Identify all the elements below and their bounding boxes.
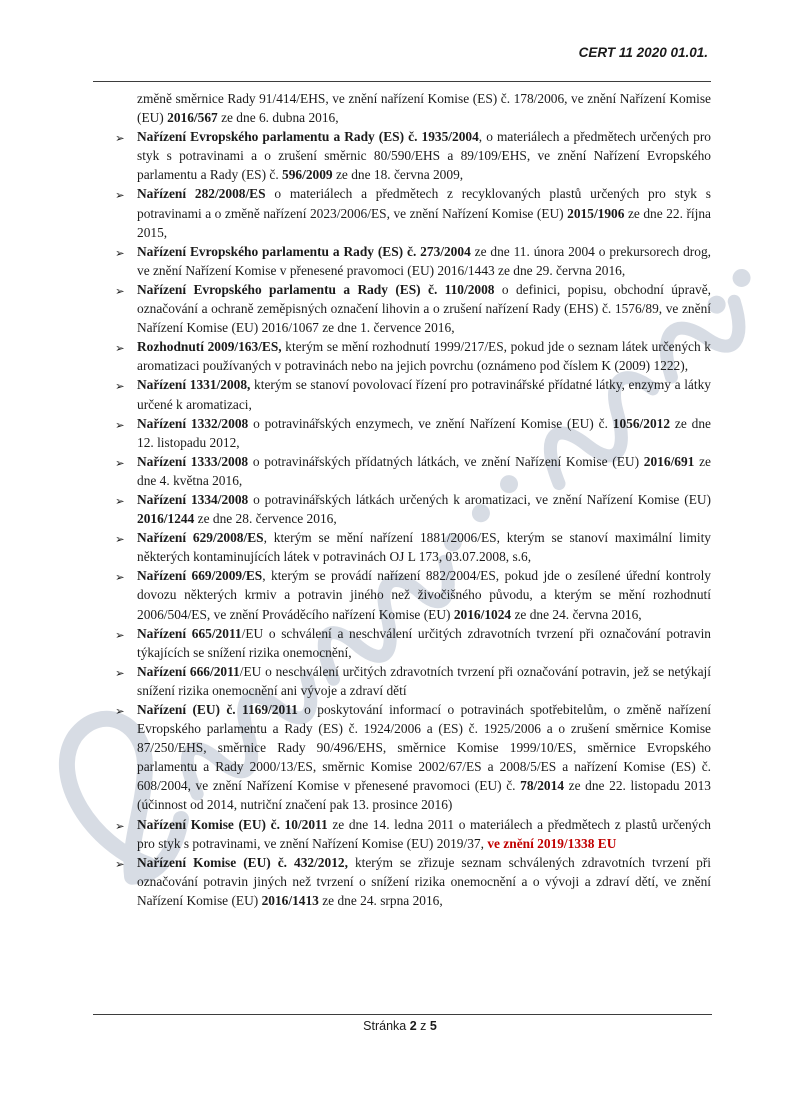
header-rule <box>93 81 711 82</box>
text-segment-bold: Nařízení (EU) č. 1169/2011 <box>137 702 298 717</box>
text-segment-bold: 2016/567 <box>167 110 218 126</box>
text-segment-bold: 1056/2012 <box>612 415 671 431</box>
text-segment-bold: 2016/1413 <box>261 892 319 908</box>
text-segment: ze dne 14. ledna 2011 o materiálech a předmětech z plastů určených pro styk s potravinami, ve znění Nařízení Komise (EU) 2019/37, <box>137 816 711 851</box>
text-segment-bold: Nařízení 669/2009/ES <box>137 568 263 584</box>
regulation-item <box>115 452 711 490</box>
text-segment-bold: 2016/691 <box>643 453 695 469</box>
text-segment: ze dne 18. června 2009, <box>332 167 464 183</box>
text-segment: kterým se zřizuje seznam schválených zdravotních tvrzení při označování potravin jiných než tvrzení o snížení rizika onemocnění a o vývoji a zdraví dětí, ve znění Nařízení Komise (EU) <box>137 854 711 908</box>
regulation-item-text <box>137 339 711 373</box>
footer-page-label <box>0 1019 800 1033</box>
bullet-arrow-icon: ➢ <box>115 341 125 356</box>
regulation-item-text <box>137 855 711 908</box>
regulation-list <box>115 127 711 910</box>
text-segment-bold: Nařízení Evropského parlamentu a Rady (ES) č. 110/2008 <box>137 281 495 297</box>
text-segment: ze dne 22. listopadu 2013 (účinnost od 2014, nutriční značení pak 13. prosince 2016) <box>137 778 711 813</box>
regulation-item-text <box>137 129 711 182</box>
regulation-item-text <box>137 377 711 411</box>
regulation-item <box>115 566 711 623</box>
regulation-item <box>115 815 711 853</box>
regulation-item <box>115 184 711 241</box>
intro-paragraph <box>137 89 711 127</box>
text-segment-bold: Nařízení 1331/2008, <box>137 377 251 393</box>
text-segment: o potravinářských látkách určených k aromatizaci, ve znění Nařízení Komise (EU) <box>248 491 712 507</box>
text-segment: ze dne 28. července 2016, <box>194 511 337 527</box>
text-segment: , o materiálech a předmětech určených pro styk s potravinami a o zrušení směrnic 80/590/EHS a 89/109/EHS, ve znění Nařízení Evropského parlamentu a Rady (ES) č. <box>137 129 711 183</box>
bullet-arrow-icon: ➢ <box>115 245 125 260</box>
text-segment-bold: Nařízení 666/2011 <box>137 663 240 679</box>
bullet-arrow-icon: ➢ <box>115 188 125 203</box>
regulation-item-text <box>137 568 711 621</box>
text-segment-red: ve znění 2019/1338 EU <box>487 835 617 851</box>
bullet-arrow-icon: ➢ <box>115 417 125 432</box>
regulation-item <box>115 490 711 528</box>
regulation-item <box>115 528 711 566</box>
text-segment: ze dne 11. února 2004 o prekursorech drog, ve znění Nařízení Komise v přenesené pravomoci (EU) 2016/1443 ze dne 29. června 2016, <box>137 243 711 278</box>
regulation-item <box>115 337 711 375</box>
text-segment: , kterým se mění nařízení 1881/2006/ES, kterým se stanoví maximální limity některých kontaminujících látek v potravinách OJ L 173, 03.07.2008, s.6, <box>137 530 712 565</box>
regulation-item-text <box>137 702 711 812</box>
text-segment-bold: 5 <box>429 1019 437 1033</box>
regulation-item-text <box>137 664 711 698</box>
text-segment: ze dne 24. června 2016, <box>511 606 642 622</box>
bullet-arrow-icon: ➢ <box>115 283 125 298</box>
bullet-arrow-icon: ➢ <box>115 379 125 394</box>
regulation-item <box>115 624 711 662</box>
bullet-arrow-icon: ➢ <box>115 627 125 642</box>
regulation-item <box>115 127 711 184</box>
footer-rule <box>93 1014 712 1015</box>
regulation-item <box>115 280 711 337</box>
text-segment-bold: 2015/1906 <box>567 205 625 221</box>
regulation-item-text <box>137 492 711 526</box>
bullet-arrow-icon: ➢ <box>115 665 125 680</box>
text-segment: o potravinářských přídatných látkách, ve znění Nařízení Komise (EU) <box>248 453 644 469</box>
page-header-title: CERT 11 2020 01.01. <box>578 45 708 60</box>
text-segment: /EU o neschválení určitých zdravotních tvrzení při označování potravin, jež se netýkají snížení rizika onemocnění ani vývoje a zdraví dětí <box>137 663 711 698</box>
text-segment: z <box>416 1019 430 1033</box>
regulation-item-text <box>137 186 711 239</box>
text-segment-bold: Rozhodnutí 2009/163/ES, <box>137 339 282 355</box>
text-segment: kterým se stanoví povolovací řízení pro potravinářské přídatné látky, enzymy a látky určené k aromatizaci, <box>137 377 711 412</box>
document-body <box>115 89 711 910</box>
text-segment: ze dne 4. května 2016, <box>137 453 711 488</box>
bullet-arrow-icon: ➢ <box>115 455 125 470</box>
bullet-arrow-icon: ➢ <box>115 493 125 508</box>
regulation-item-text <box>137 626 711 660</box>
text-segment: o definici, popisu, obchodní úpravě, označování a ochraně zeměpisných označení lihovin a o zrušení nařízení Rady (EHS) č. 1576/89, ve znění Nařízení Komise (EU) 2016/1067 ze dne 1. července 2016, <box>137 281 712 336</box>
regulation-item <box>115 375 711 413</box>
regulation-item-text <box>137 244 711 278</box>
text-segment: Stránka <box>363 1019 410 1033</box>
bullet-arrow-icon: ➢ <box>115 818 125 833</box>
text-segment-bold: Nařízení Komise (EU) č. 10/2011 <box>137 816 328 832</box>
text-segment-bold: 2 <box>409 1019 417 1033</box>
text-segment: ze dne 24. srpna 2016, <box>318 892 443 908</box>
text-segment-bold: Nařízení 1333/2008 <box>137 453 249 469</box>
text-segment: , kterým se provádí nařízení 882/2004/ES, pokud jde o zesílené úřední kontroly dovozu některých krmiv a potravin jiného než živočišného původu, a kterým se mění rozhodnutí 2006/504/ES, ve znění Prováděcího nařízení Komise (EU) <box>137 568 711 622</box>
text-segment: ze dne 22. října 2015, <box>137 205 711 240</box>
text-segment-bold: 596/2009 <box>282 167 333 183</box>
regulation-item <box>115 853 711 910</box>
text-segment-bold: 2016/1024 <box>453 606 512 622</box>
text-segment-bold: Nařízení 1332/2008 <box>137 415 249 431</box>
bullet-arrow-icon: ➢ <box>115 570 125 585</box>
text-segment: změně směrnice Rady 91/414/EHS, ve znění nařízení Komise (ES) č. 178/2006, ve znění Nařízení Komise (EU) <box>137 91 711 126</box>
bullet-arrow-icon: ➢ <box>115 704 125 718</box>
text-segment: o potravinářských enzymech, ve znění Nařízení Komise (EU) č. <box>248 415 613 431</box>
text-segment: o materiálech a předmětech z recyklovaných plastů určených pro styk s potravinami a o změně nařízení 2023/2006/ES, ve znění Nařízení Komise (EU) <box>137 186 711 221</box>
regulation-item-text <box>137 530 711 564</box>
text-segment-bold: Nařízení Evropského parlamentu a Rady (ES) č. 1935/2004 <box>137 129 479 145</box>
regulation-item-text <box>137 282 711 335</box>
text-segment-bold: Nařízení 665/2011 <box>137 625 242 641</box>
text-segment: o poskytování informací o potravinách spotřebitelům, o změně nařízení Evropského parlamentu a Rady (ES) č. 1924/2006 a (ES) č. 1925/2006 a o zrušení směrnice Komise 87/250/EHS, směrnice Rady 90/496/EHS, směrnice Komise 1999/10/ES, směrnice Evropského parlamentu a Rady 2000/13/ES, směrnic Komise 2002/67/ES a 2008/5/ES a nařízení Komise (ES) č. 608/2004, ve znění Nařízení Komise v přenesené pravomoci (EU) č. <box>137 702 711 794</box>
text-segment: ze dne 12. listopadu 2012, <box>137 415 711 450</box>
regulation-item-text <box>137 416 711 450</box>
text-segment-bold: Nařízení Evropského parlamentu a Rady (ES) č. 273/2004 <box>137 243 471 259</box>
regulation-item <box>115 242 711 280</box>
text-segment-bold: Nařízení 629/2008/ES <box>137 530 264 546</box>
text-segment-bold: Nařízení 1334/2008 <box>137 491 249 507</box>
text-segment-bold: 2016/1244 <box>137 511 195 527</box>
regulation-item-text <box>137 454 711 488</box>
regulation-item <box>115 662 711 700</box>
text-segment: ze dne 6. dubna 2016, <box>217 110 339 126</box>
bullet-arrow-icon: ➢ <box>115 856 125 871</box>
bullet-arrow-icon: ➢ <box>115 131 125 146</box>
regulation-item <box>115 700 711 815</box>
text-segment: kterým se mění rozhodnutí 1999/217/ES, pokud jde o seznam látek určených k aromatizaci používaných v potravinách nebo na jejich povrchu (oznámeno pod číslem K (2009) 1222), <box>137 339 711 374</box>
text-segment-bold: 78/2014 <box>520 778 565 794</box>
text-segment-bold: Nařízení 282/2008/ES <box>137 186 266 202</box>
text-segment: /EU o schválení a neschválení určitých zdravotních tvrzení při označování potravin týkajících se snížení rizika onemocnění, <box>137 625 712 660</box>
regulation-item <box>115 414 711 452</box>
regulation-item-text <box>137 817 711 851</box>
text-segment-bold: Nařízení Komise (EU) č. 432/2012, <box>137 854 348 870</box>
bullet-arrow-icon: ➢ <box>115 532 125 547</box>
